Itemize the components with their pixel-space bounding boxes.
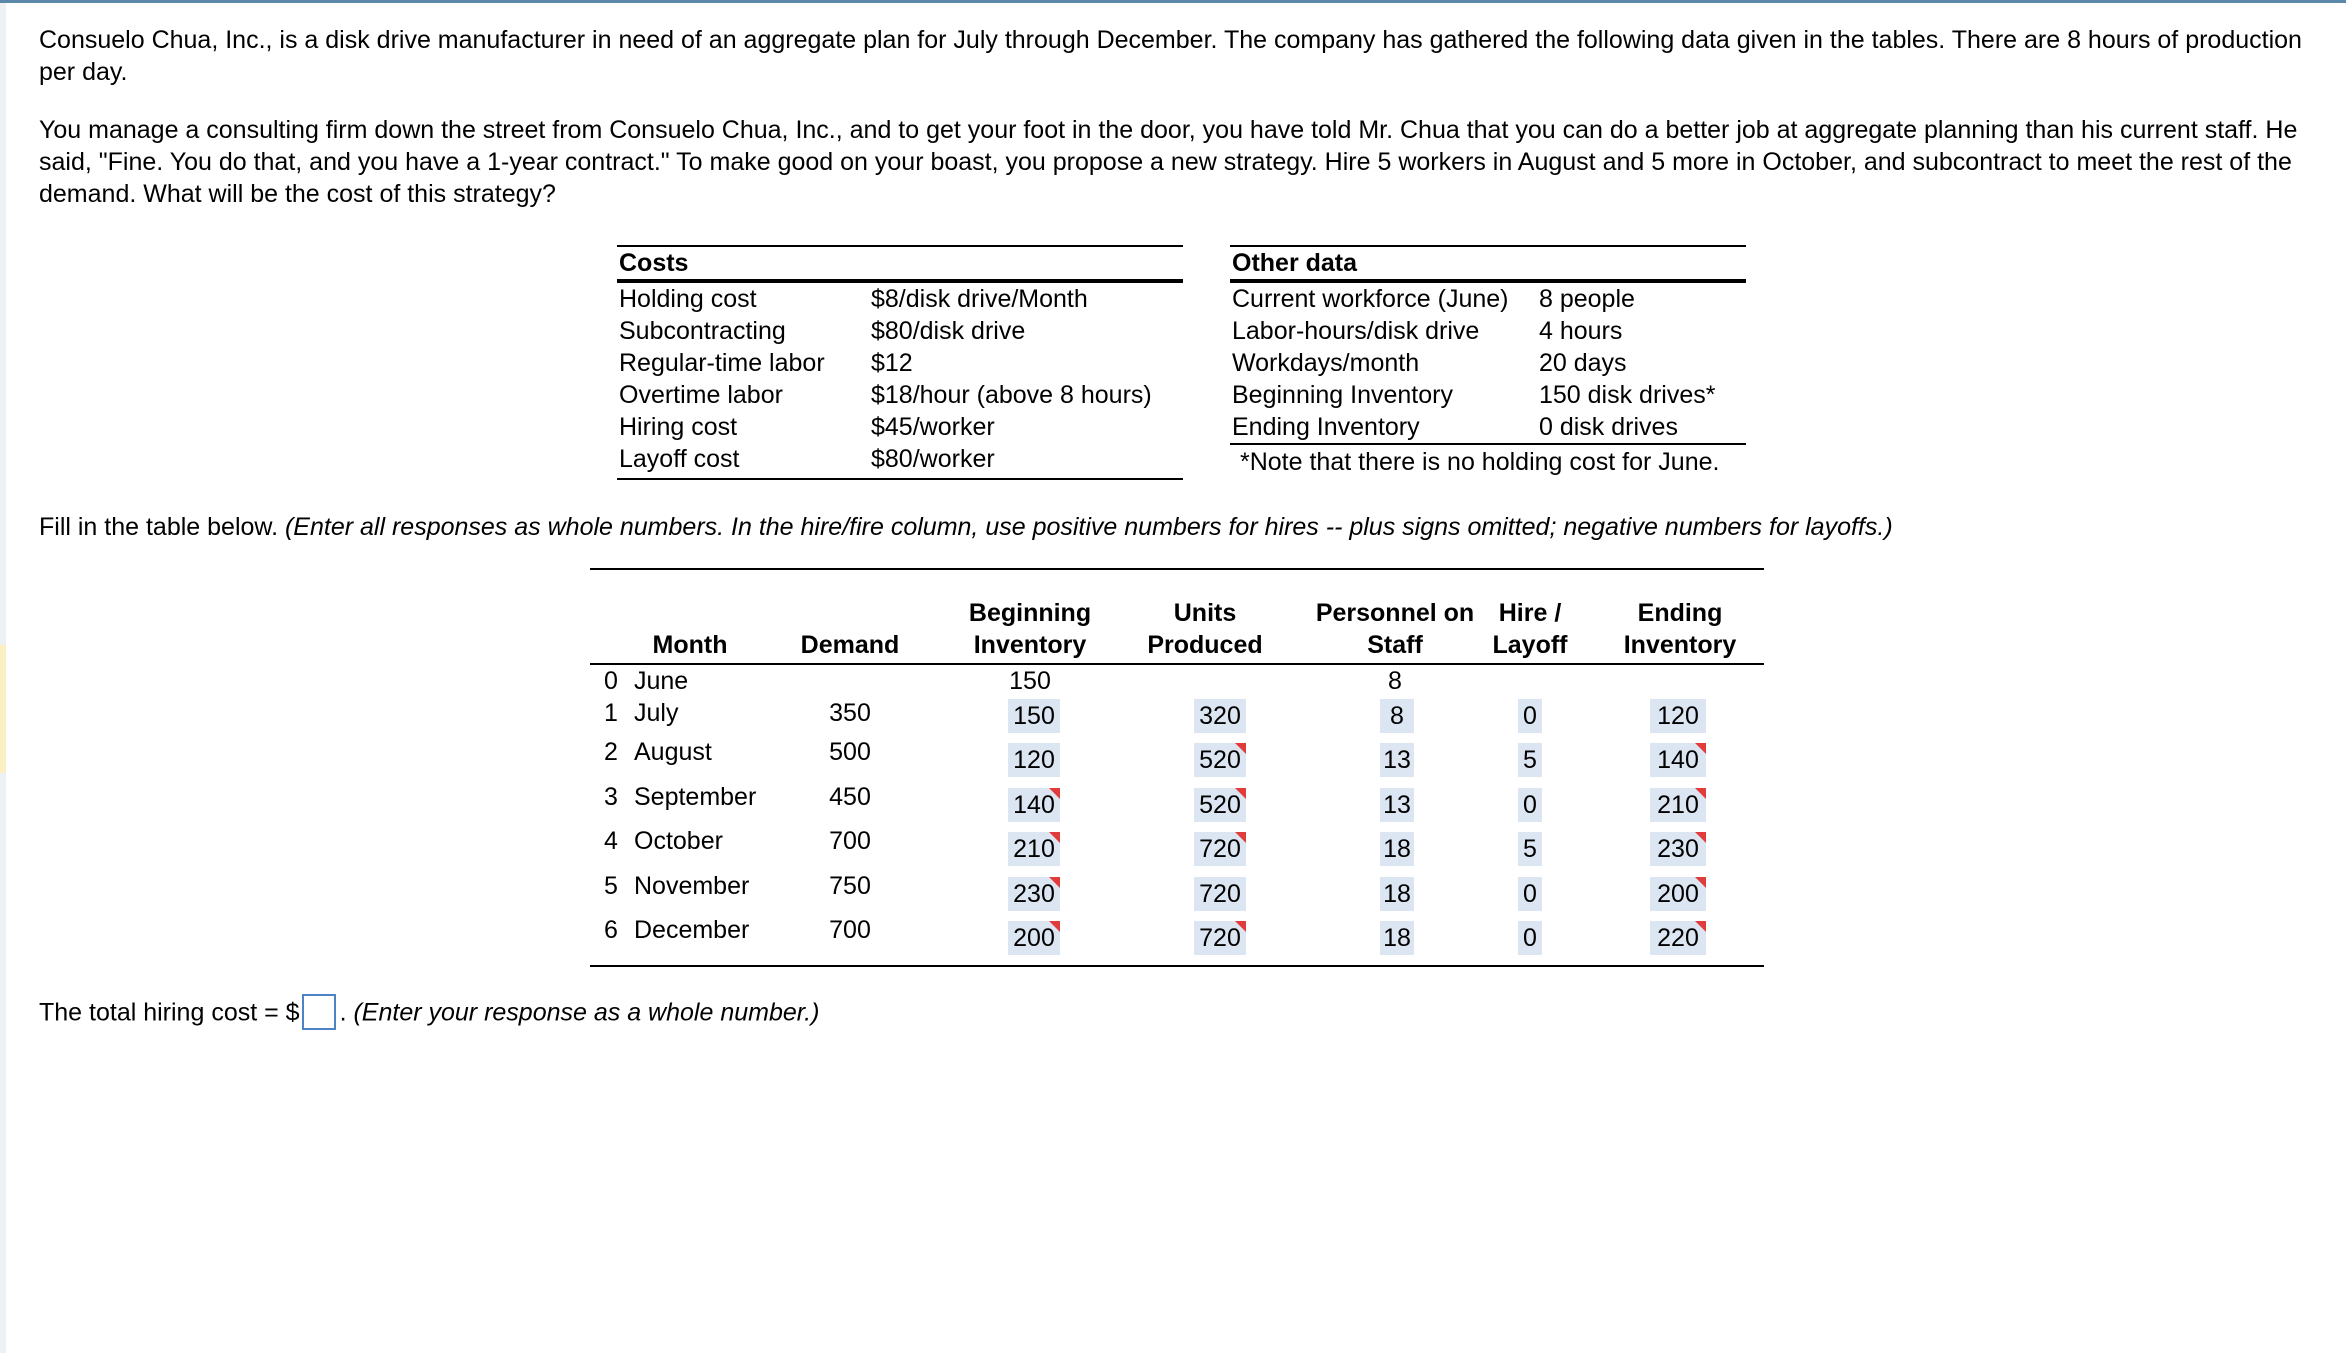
header-ending-inventory-2: Inventory [1623, 631, 1737, 659]
ending-inventory-input[interactable]: 120 [1650, 699, 1706, 733]
costs-title: Costs [617, 247, 1183, 283]
instructions [39, 511, 1893, 543]
month-number: 2 [604, 738, 618, 766]
hire-layoff-input[interactable]: 5 [1518, 743, 1542, 777]
month-number: 6 [604, 916, 618, 944]
ending-inventory-input[interactable]: 200 [1650, 877, 1706, 911]
month-name: October [634, 827, 723, 855]
month-number: 1 [604, 699, 618, 727]
month-name: November [634, 872, 750, 900]
demand-value: 700 [829, 916, 871, 944]
month-name: September [634, 783, 757, 811]
month-name: July [634, 699, 679, 727]
ending-inventory-input[interactable]: 230 [1650, 832, 1706, 866]
other-data-label: Workdays/month [1232, 349, 1420, 377]
personnel-input[interactable]: 8 [1380, 699, 1414, 733]
month-number: 3 [604, 783, 618, 811]
units-produced-input[interactable]: 720 [1194, 921, 1246, 955]
other-data-value: 0 disk drives [1539, 413, 1678, 441]
costs-label: Regular-time labor [619, 349, 825, 377]
other-data-value: 4 hours [1539, 317, 1623, 345]
other-data-title: Other data [1230, 247, 1746, 283]
other-data-table [1230, 245, 1746, 445]
total-hiring-cost-input[interactable] [302, 994, 336, 1030]
header-month: Month [652, 631, 728, 659]
demand-value: 450 [829, 783, 871, 811]
other-data-row [1230, 379, 1746, 411]
total-period: . [339, 998, 347, 1027]
costs-label: Holding cost [619, 285, 757, 313]
costs-row [617, 347, 1183, 379]
demand-value: 700 [829, 827, 871, 855]
costs-value: $45/worker [871, 413, 995, 441]
costs-row [617, 443, 1183, 475]
demand-value: 500 [829, 738, 871, 766]
instructions-lead: Fill in the table below. [39, 513, 279, 541]
units-produced-input[interactable]: 520 [1194, 743, 1246, 777]
header-beginning-inventory-1: Beginning [968, 599, 1092, 627]
other-data-row [1230, 347, 1746, 379]
other-data-label: Ending Inventory [1232, 413, 1420, 441]
hire-layoff-input[interactable]: 0 [1518, 877, 1542, 911]
header-hire-layoff-1: Hire / [1498, 599, 1562, 627]
personnel-input[interactable]: 18 [1380, 921, 1414, 955]
other-data-value: 20 days [1539, 349, 1627, 377]
units-produced-input[interactable]: 320 [1194, 699, 1246, 733]
personnel-value: 8 [1388, 667, 1402, 695]
month-number: 4 [604, 827, 618, 855]
top-border [0, 0, 2346, 3]
demand-value: 350 [829, 699, 871, 727]
beginning-inventory-input[interactable]: 140 [1008, 788, 1060, 822]
hire-layoff-input[interactable]: 0 [1518, 921, 1542, 955]
total-hiring-cost-label: The total hiring cost = $ [39, 998, 300, 1027]
personnel-input[interactable]: 13 [1380, 788, 1414, 822]
problem-paragraph-1: Consuelo Chua, Inc., is a disk drive manufacturer in need of an aggregate plan for July through December. The company has gathered the following data given in the tables. There are 8 hours of production per day. [39, 26, 2302, 86]
month-number: 5 [604, 872, 618, 900]
aggregate-plan-table [590, 568, 1764, 967]
units-produced-input[interactable]: 520 [1194, 788, 1246, 822]
hire-layoff-input[interactable]: 0 [1518, 699, 1542, 733]
beginning-inventory-input[interactable]: 150 [1008, 699, 1060, 733]
month-name: June [634, 667, 689, 695]
costs-row [617, 411, 1183, 443]
instructions-detail: (Enter all responses as whole numbers. In the hire/fire column, use positive numbers for hires -- plus signs omitted; negative numbers for layoffs.) [284, 513, 1893, 541]
other-data-value: 8 people [1539, 285, 1635, 313]
other-data-value: 150 disk drives* [1539, 381, 1716, 409]
total-hint: (Enter your response as a whole number.) [353, 998, 820, 1027]
ending-inventory-input[interactable]: 210 [1650, 788, 1706, 822]
header-divider [590, 663, 1764, 665]
other-data-label: Labor-hours/disk drive [1232, 317, 1480, 345]
units-produced-input[interactable]: 720 [1194, 832, 1246, 866]
header-hire-layoff-2: Layoff [1492, 631, 1568, 659]
other-data-label: Beginning Inventory [1232, 381, 1453, 409]
costs-value: $8/disk drive/Month [871, 285, 1088, 313]
left-gutter-highlight [0, 645, 6, 773]
costs-table [617, 245, 1183, 480]
costs-value: $80/worker [871, 445, 995, 473]
personnel-input[interactable]: 18 [1380, 832, 1414, 866]
demand-value: 750 [829, 872, 871, 900]
header-ending-inventory-1: Ending [1637, 599, 1723, 627]
header-personnel-1: Personnel on [1315, 599, 1475, 627]
costs-label: Subcontracting [619, 317, 786, 345]
header-units-produced-1: Units [1173, 599, 1237, 627]
beginning-inventory-value: 150 [1009, 667, 1051, 695]
costs-row [617, 283, 1183, 315]
costs-label: Hiring cost [619, 413, 738, 441]
costs-value: $18/hour (above 8 hours) [871, 381, 1152, 409]
costs-row [617, 315, 1183, 347]
beginning-inventory-input[interactable]: 200 [1008, 921, 1060, 955]
other-data-row [1230, 411, 1746, 443]
header-demand: Demand [800, 631, 900, 659]
header-beginning-inventory-2: Inventory [973, 631, 1087, 659]
hire-layoff-input[interactable]: 0 [1518, 788, 1542, 822]
hire-layoff-input[interactable]: 5 [1518, 832, 1542, 866]
month-name: December [634, 916, 750, 944]
total-hiring-cost-line [39, 996, 819, 1032]
beginning-inventory-input[interactable]: 210 [1008, 832, 1060, 866]
costs-label: Overtime labor [619, 381, 783, 409]
costs-value: $80/disk drive [871, 317, 1026, 345]
other-data-row [1230, 315, 1746, 347]
other-data-row [1230, 283, 1746, 315]
other-data-label: Current workforce (June) [1232, 285, 1509, 313]
beginning-inventory-input[interactable]: 230 [1008, 877, 1060, 911]
ending-inventory-input[interactable]: 140 [1650, 743, 1706, 777]
costs-value: $12 [871, 349, 913, 377]
costs-label: Layoff cost [619, 445, 740, 473]
beginning-inventory-input[interactable]: 120 [1008, 743, 1060, 777]
units-produced-input[interactable]: 720 [1194, 877, 1246, 911]
header-units-produced-2: Produced [1147, 631, 1263, 659]
other-data-note: *Note that there is no holding cost for June. [1240, 448, 1720, 476]
month-number: 0 [604, 667, 618, 695]
ending-inventory-input[interactable]: 220 [1650, 921, 1706, 955]
personnel-input[interactable]: 13 [1380, 743, 1414, 777]
costs-row [617, 379, 1183, 411]
personnel-input[interactable]: 18 [1380, 877, 1414, 911]
month-name: August [634, 738, 712, 766]
header-personnel-2: Staff [1367, 631, 1423, 659]
problem-paragraph-2: You manage a consulting firm down the street from Consuelo Chua, Inc., and to get your foot in the door, you have told Mr. Chua that you can do a better job at aggregate planning than his current staff. He said, "Fine. You do that, and you have a 1-year contract." To make good on your boast, you propose a new strategy. Hire 5 workers in August and 5 more in October, and subcontract to meet the rest of the demand. What will be the cost of this strategy? [39, 116, 2298, 208]
